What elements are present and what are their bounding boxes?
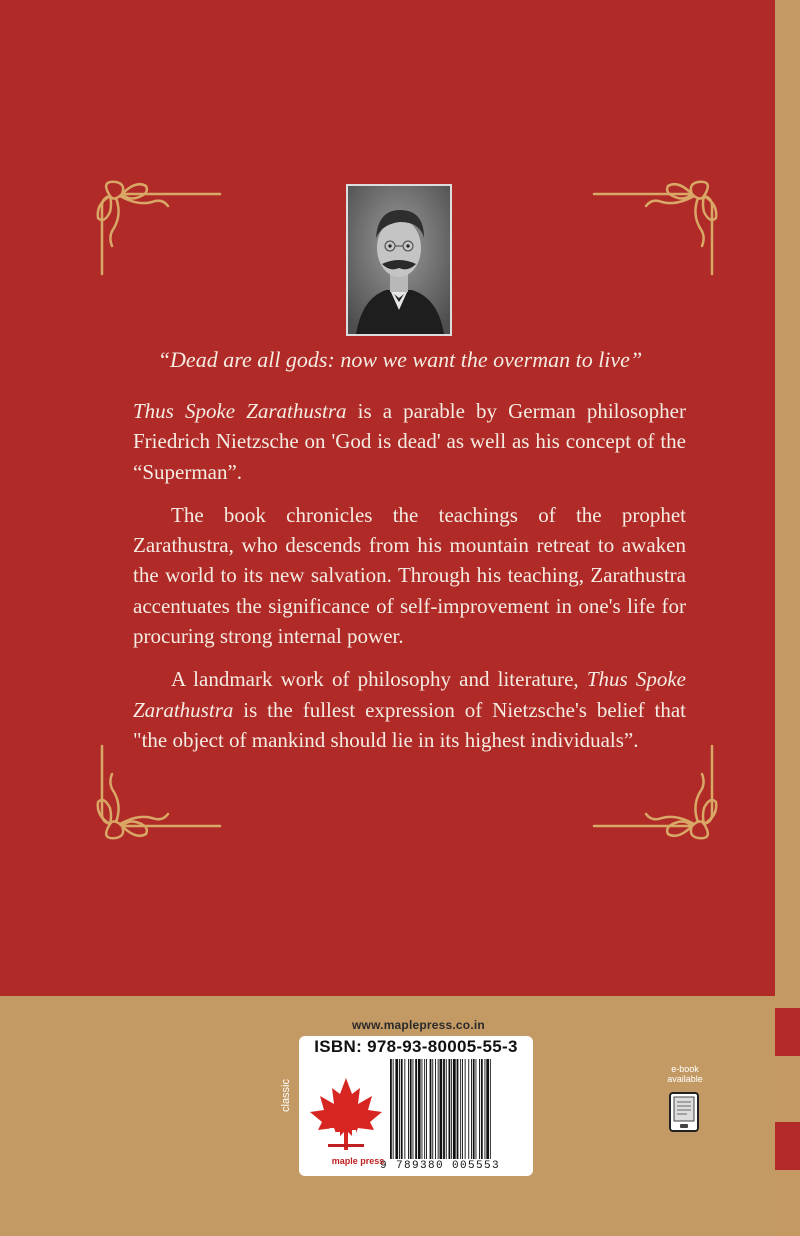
barcode-bar <box>443 1059 445 1159</box>
blurb-text <box>133 396 686 768</box>
barcode-bar <box>479 1059 480 1159</box>
barcode-bar <box>462 1059 463 1159</box>
barcode-bar <box>449 1059 451 1159</box>
barcode-bar <box>404 1059 405 1159</box>
paragraph-text: is a parable by German philosopher Friedrich Nietzsche on 'God is dead' as well as his concept of the “Superman”. <box>133 399 686 484</box>
barcode-bar <box>395 1059 398 1159</box>
barcode-bar <box>453 1059 456 1159</box>
author-portrait <box>346 184 452 336</box>
barcode-bar <box>401 1059 403 1159</box>
barcode-bar <box>490 1059 491 1159</box>
spine-mark <box>775 1122 800 1170</box>
maple-leaf-logo-icon <box>308 1076 384 1156</box>
barcode-bar <box>476 1059 477 1159</box>
isbn-label: ISBN: 978-93-80005-55-3 <box>314 1037 518 1056</box>
barcode-bar <box>485 1059 486 1159</box>
blurb-paragraph <box>133 500 686 651</box>
barcode-bar <box>422 1059 423 1159</box>
paragraph-text: is the fullest expression of Nietzsche's belief that "the object of mankind should lie in its highest individuals”. <box>133 697 686 752</box>
barcode-bar <box>393 1059 394 1159</box>
barcode <box>390 1059 528 1159</box>
ebook-reader-icon <box>669 1092 699 1132</box>
blurb-paragraph <box>133 396 686 487</box>
book-title-italic: Thus Spoke Zarathustra <box>133 667 686 722</box>
barcode-bar <box>481 1059 483 1159</box>
blurb-paragraph <box>133 664 686 755</box>
epigraph-quote: “Dead are all gods: now we want the overman to live” <box>157 347 643 372</box>
paragraph-text: The book chronicles the teachings of the prophet Zarathustra, who descends from his mountain retreat to awaken the world to its new salvation. Through his teaching, Zarathustra accentuates the significance of self-improvement in one's life for procuring strong internal power. <box>133 502 686 649</box>
ebook-label-line: available <box>667 1074 703 1084</box>
book-title-italic: Thus Spoke Zarathustra <box>133 399 347 423</box>
barcode-bar <box>435 1059 436 1159</box>
barcode-bar <box>440 1059 443 1159</box>
barcode-bar <box>415 1059 417 1159</box>
barcode-bar <box>418 1059 421 1159</box>
barcode-bar <box>408 1059 409 1159</box>
barcode-number: 9 789380 005553 <box>380 1160 501 1172</box>
barcode-bar <box>471 1059 472 1159</box>
barcode-bar <box>432 1059 433 1159</box>
barcode-bar <box>410 1059 412 1159</box>
barcode-bar <box>468 1059 469 1159</box>
spine-mark <box>775 1008 800 1056</box>
barcode-bar <box>390 1059 392 1159</box>
barcode-bar <box>473 1059 475 1159</box>
ebook-label <box>660 1064 710 1084</box>
barcode-bar <box>399 1059 400 1159</box>
barcode-bar <box>486 1059 489 1159</box>
series-label: classic <box>280 1078 292 1112</box>
barcode-bar <box>460 1059 461 1159</box>
paragraph-text: A landmark work of philosophy and literature, <box>171 667 587 692</box>
barcode-bar <box>465 1059 466 1159</box>
barcode-bar <box>413 1059 414 1159</box>
barcode-bar <box>457 1059 459 1159</box>
ribbon-ornament-icon <box>592 176 722 276</box>
barcode-bar <box>446 1059 447 1159</box>
barcode-bar <box>426 1059 427 1159</box>
ribbon-ornament-icon <box>92 176 222 276</box>
barcode-bar <box>451 1059 452 1159</box>
ebook-label-line: e-book <box>671 1064 699 1074</box>
barcode-bar <box>424 1059 425 1159</box>
publisher-website: www.maplepress.co.in <box>352 1018 485 1032</box>
barcode-bar <box>438 1059 439 1159</box>
barcode-bar <box>430 1059 432 1159</box>
publisher-name: maple press <box>331 1156 385 1166</box>
